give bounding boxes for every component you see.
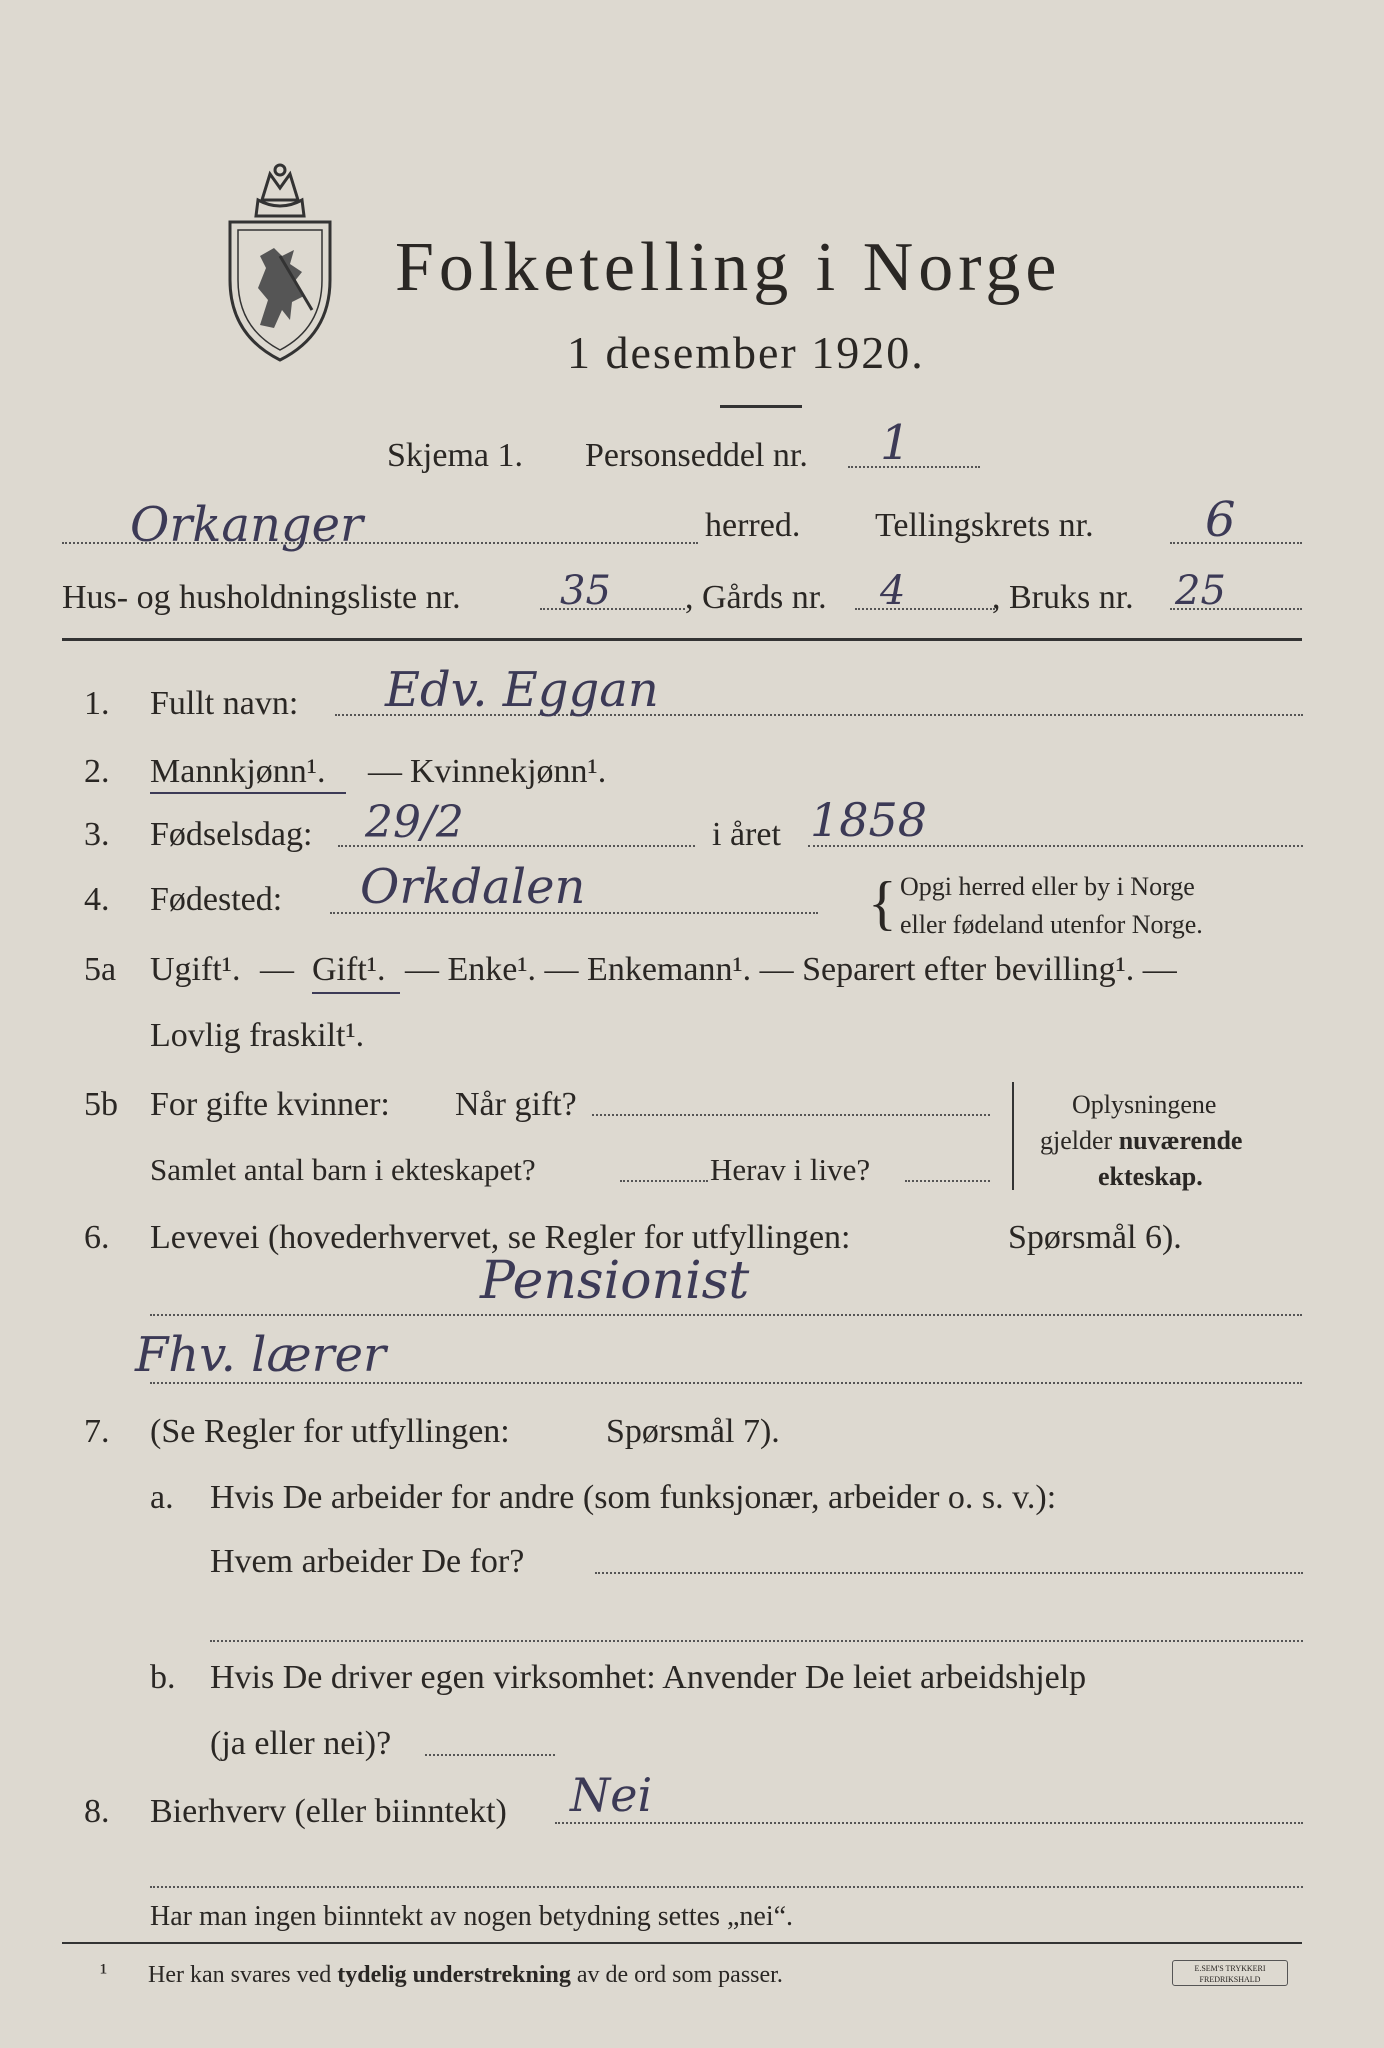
hus-label: Hus- og husholdningsliste nr.: [62, 579, 461, 616]
q8-number: 8.: [84, 1793, 110, 1830]
q1-label: Fullt navn:: [150, 685, 299, 722]
q3-number: 3.: [84, 816, 110, 853]
header-rule: [62, 638, 1302, 641]
q7b-question: (ja eller nei)?: [210, 1725, 392, 1762]
title-divider: [720, 405, 802, 408]
q5b-bracket: [1012, 1082, 1014, 1190]
footer-note: Har man ingen biinntekt av nogen betydning settes „nei“.: [150, 1901, 794, 1932]
q7-label: (Se Regler for utfyllingen:: [150, 1413, 510, 1450]
married-underline: [312, 992, 400, 994]
census-form: Folketelling i Norge 1 desember 1920. Skjema 1. Personseddel nr. 1 Orkanger herred. Tellingskrets nr. 6 Hus- og husholdningsliste nr. 35 , Gårds nr. 4 , Bruks nr. 25 1. Fullt navn: Edv. Eggan 2. Mannkjønn¹. — Kvinnekjønn¹. 3. Fødselsdag: 29/2 i året 1858 4. Fødested: Orkdalen { Opgi herred eller by i Norge eller fødeland utenfor Norge. 5a Ugift¹. — Gift¹. — Enke¹. — Enkemann¹. — Separert efter bevilling¹. — Lovlig fraskilt¹. 5b For gifte kvinner: Når gift? Samlet antal barn i ekteskapet? Herav i live? Oplysningene gjelder nuværende ekteskap. 6. Levevei (hovederhvervet, se Regler for utfyllingen: Spørsmål 6). Pensionist Fhv. lærer 7. (Se Regler for utfyllingen: Spørsmål 7). a. Hvis De arbeider for andre (som funksjonær, arbeider o. s. v.): Hvem arbeider De for? b. Hvis De driver egen virksomhet: Anvender De leiet arbeidshjelp (ja eller nei)? 8. Bierhverv (eller biinntekt) Nei Har man ingen biinntekt av nogen betydning settes „nei“. ¹ Her kan svares ved tydelig understrekning av de ord som passer. E.SEM'S TRYKKERI FREDRIKSHALD: [0, 0, 1384, 2048]
hired-help-field[interactable]: [425, 1754, 555, 1756]
form-title: Folketelling i Norge: [395, 229, 1062, 306]
printer-stamp: E.SEM'S TRYKKERI FREDRIKSHALD: [1172, 1960, 1288, 1986]
side-income-value[interactable]: Nei: [570, 1768, 653, 1822]
bruks-value[interactable]: 25: [1175, 568, 1226, 614]
birthday-value[interactable]: 29/2: [365, 797, 464, 848]
q5b-label: For gifte kvinner:: [150, 1086, 390, 1123]
gards-label: , Gårds nr.: [685, 579, 827, 616]
q4-note-line1: Opgi herred eller by i Norge: [900, 872, 1195, 901]
female-option[interactable]: Kvinnekjønn¹.: [410, 753, 607, 790]
male-option[interactable]: Mannkjønn¹.: [150, 753, 326, 790]
hus-value[interactable]: 35: [560, 568, 611, 614]
birth-year-value[interactable]: 1858: [810, 793, 928, 847]
personseddel-label: Personseddel nr.: [585, 437, 808, 474]
year-label: i året: [712, 816, 781, 853]
q5b-note-line2: gjelder nuværende: [1040, 1126, 1243, 1155]
occupation-line1-value[interactable]: Pensionist: [480, 1251, 750, 1311]
gards-value[interactable]: 4: [880, 568, 906, 614]
norwegian-coat-of-arms-icon: [220, 160, 340, 365]
q7a-question: Hvem arbeider De for?: [210, 1543, 525, 1580]
birthplace-value[interactable]: Orkdalen: [360, 859, 586, 915]
q4-number: 4.: [84, 881, 110, 918]
married-when-label: Når gift?: [455, 1086, 577, 1123]
q1-number: 1.: [84, 685, 110, 722]
divorced-option[interactable]: Lovlig fraskilt¹.: [150, 1017, 365, 1054]
footnote-text: Her kan svares ved tydelig understrekning av de ord som passer.: [148, 1962, 783, 1988]
form-date: 1 desember 1920.: [567, 327, 925, 378]
q3-label: Fødselsdag:: [150, 816, 313, 853]
q5b-note-line3: ekteskap.: [1098, 1162, 1203, 1191]
footnote-marker: ¹: [100, 1960, 108, 1986]
q7a-text: Hvis De arbeider for andre (som funksjonær, arbeider o. s. v.):: [210, 1479, 1057, 1516]
q7b-letter: b.: [150, 1659, 176, 1696]
male-underline: [150, 792, 346, 794]
q7b-text: Hvis De driver egen virksomhet: Anvender De leiet arbeidshjelp: [210, 1659, 1087, 1696]
children-total-label: Samlet antal barn i ekteskapet?: [150, 1152, 536, 1187]
q7-ref: Spørsmål 7).: [606, 1413, 780, 1450]
q7-number: 7.: [84, 1413, 110, 1450]
skjema-label: Skjema 1.: [387, 437, 523, 474]
full-name-value[interactable]: Edv. Eggan: [385, 662, 659, 718]
married-option[interactable]: Gift¹.: [312, 951, 386, 988]
marital-other-options: — Enke¹. — Enkemann¹. — Separert efter bevilling¹. —: [405, 951, 1177, 988]
tellingskrets-label: Tellingskrets nr.: [875, 507, 1094, 544]
children-alive-label: Herav i live?: [710, 1152, 871, 1187]
herred-value[interactable]: Orkanger: [130, 497, 363, 553]
occupation-line2-value[interactable]: Fhv. lærer: [135, 1327, 386, 1383]
footer-rule: [62, 1942, 1302, 1944]
q6-ref: Spørsmål 6).: [1008, 1219, 1182, 1256]
q7a-letter: a.: [150, 1479, 174, 1516]
q5a-number: 5a: [84, 951, 117, 988]
herred-label: herred.: [705, 507, 801, 544]
q6-label: Levevei (hovederhvervet, se Regler for utfyllingen:: [150, 1219, 851, 1256]
q8-label: Bierhverv (eller biinntekt): [150, 1793, 507, 1830]
unmarried-option[interactable]: Ugift¹.: [150, 951, 241, 988]
q5b-note-line1: Oplysningene: [1072, 1090, 1217, 1119]
q4-label: Fødested:: [150, 881, 283, 918]
tellingskrets-value[interactable]: 6: [1205, 492, 1236, 548]
q6-number: 6.: [84, 1219, 110, 1256]
bruks-label: , Bruks nr.: [992, 579, 1134, 616]
q5b-number: 5b: [84, 1086, 118, 1123]
q4-note-line2: eller fødeland utenfor Norge.: [900, 910, 1203, 939]
q4-brace: {: [868, 870, 897, 936]
employer-field[interactable]: [595, 1572, 1303, 1574]
q2-number: 2.: [84, 753, 110, 790]
personseddel-value[interactable]: 1: [880, 415, 911, 471]
